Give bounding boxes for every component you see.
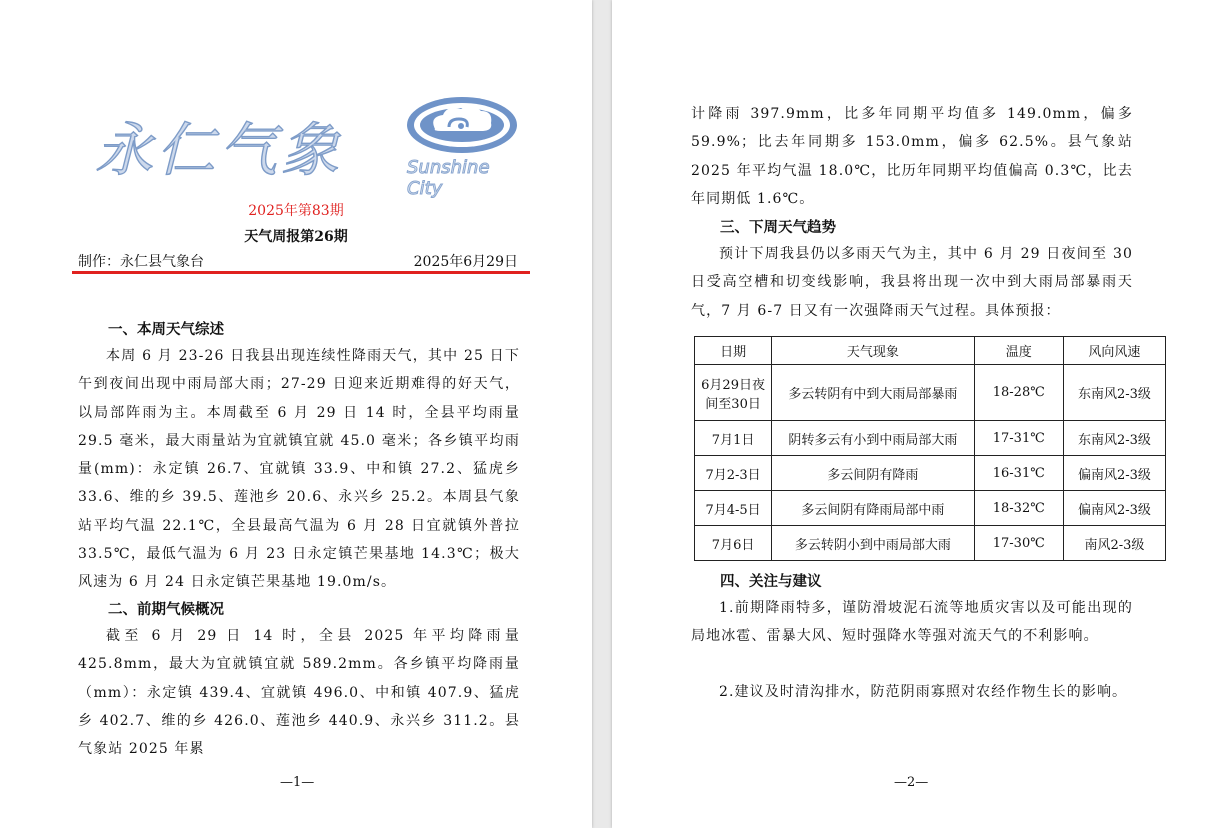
section-4-heading: 四、关注与建议 <box>720 573 822 590</box>
masthead-logo <box>95 95 525 199</box>
table-row <box>695 421 1166 456</box>
forecast-table <box>694 336 1166 561</box>
header-wind: 风向风速 <box>1063 337 1165 365</box>
cell-weather: 阴转多云有小到中雨局部大雨 <box>772 421 975 456</box>
table-header-row <box>695 337 1166 365</box>
section-3-text: 预计下周我县仍以多雨天气为主，其中 6 月 29 日夜间至 30 日受高空槽和切变线影响，我县将出现一次中到大雨局部暴雨天气，7 月 6-7 日又有一次强降雨天气过程。具体预报： <box>691 246 1133 319</box>
section-3-heading: 三、下周天气趋势 <box>720 219 836 236</box>
cell-date: 7月4-5日 <box>695 491 772 526</box>
section-1-text: 本周 6 月 23-26 日我县出现连续性降雨天气，其中 25 日下午到夜间出现中雨局部大雨；27-29 日迎来近期难得的好天气，以局部阵雨为主。本周截至 6 月 29 日 14 时，全县平均雨量 29.5 毫米，最大雨量站为宜就镇宜就 45.0 毫米；各乡镇平均雨量(mm)：永定镇 26.7、宜就镇 33.9、中和镇 27.2、猛虎乡 33.6、维的乡 39.5、莲池乡 20.6、永兴乡 25.2。本周县气象站平均气温 22.1℃，全县最高气温为 6 月 28 日宜就镇外普拉 33.5℃，最低气温为 6 月 23 日永定镇芒果基地 14.3℃；极大风速为 6 月 24 日永定镇芒果基地 19.0m/s。 <box>78 348 520 591</box>
cell-date: 7月2-3日 <box>695 456 772 491</box>
cloud-emblem-icon <box>405 95 520 155</box>
header-date: 日期 <box>695 337 772 365</box>
page-number-2: —2— <box>894 775 929 790</box>
cell-wind: 偏南风2-3级 <box>1063 456 1165 491</box>
table-row <box>695 456 1166 491</box>
logo-title: 永仁气象 <box>95 116 344 184</box>
section-1-heading: 一、本周天气综述 <box>108 321 224 338</box>
section-4-item-2: 2.建议及时清沟排水，防范阴雨寡照对农经作物生长的影响。 <box>719 684 1128 700</box>
section-2-text-continued: 计降雨 397.9mm，比多年同期平均值多 149.0mm，偏多 59.9%；比去年同期多 153.0mm，偏多 62.5%。县气象站 2025 年平均气温 18.0℃，比历年同期平均值偏高 0.3℃，比去年同期低 1.6℃。 <box>691 106 1133 207</box>
cell-temperature: 17-30℃ <box>974 526 1063 561</box>
page-number-1: —1— <box>280 775 315 790</box>
cell-date: 7月6日 <box>695 526 772 561</box>
cell-wind: 东南风2-3级 <box>1063 421 1165 456</box>
report-title: 天气周报第26期 <box>244 229 348 245</box>
document-page-1 <box>0 0 592 828</box>
section-4-item-1: 1.前期降雨特多，谨防滑坡泥石流等地质灾害以及可能出现的局地冰雹、雷暴大风、短时强降水等强对流天气的不利影响。 <box>691 600 1133 645</box>
table-row <box>695 365 1166 421</box>
cell-weather: 多云间阴有降雨 <box>772 456 975 491</box>
header-weather: 天气现象 <box>772 337 975 365</box>
cell-wind: 南风2-3级 <box>1063 526 1165 561</box>
cell-date: 7月1日 <box>695 421 772 456</box>
section-2-heading: 二、前期气候概况 <box>108 601 224 618</box>
cell-temperature: 16-31℃ <box>974 456 1063 491</box>
publisher: 制作：永仁县气象台 <box>78 254 204 270</box>
table-row <box>695 526 1166 561</box>
table-row <box>695 491 1166 526</box>
issue-number: 2025年第83期 <box>248 203 344 219</box>
header-divider <box>72 271 530 274</box>
cell-temperature: 18-32℃ <box>974 491 1063 526</box>
cell-wind: 偏南风2-3级 <box>1063 491 1165 526</box>
logo-english: Sunshine City <box>407 157 490 199</box>
cell-temperature: 18-28℃ <box>974 365 1063 421</box>
cell-date: 6月29日夜间至30日 <box>695 365 772 421</box>
publish-date: 2025年6月29日 <box>413 254 518 270</box>
cell-weather: 多云间阴有降雨局部中雨 <box>772 491 975 526</box>
cell-temperature: 17-31℃ <box>974 421 1063 456</box>
header-temperature: 温度 <box>974 337 1063 365</box>
cell-weather: 多云转阴有中到大雨局部暴雨 <box>772 365 975 421</box>
cell-wind: 东南风2-3级 <box>1063 365 1165 421</box>
section-2-text: 截至 6 月 29 日 14 时，全县 2025 年平均降雨量 425.8mm，最大为宜就镇宜就 589.2mm。各乡镇平均降雨量（mm）：永定镇 439.4、宜就镇 496.0、中和镇 407.9、猛虎乡 402.7、维的乡 426.0、莲池乡 440.9、永兴乡 311.2。县气象站 2025 年累 <box>78 628 520 758</box>
document-page-2 <box>612 0 1205 828</box>
cell-weather: 多云转阴小到中雨局部大雨 <box>772 526 975 561</box>
